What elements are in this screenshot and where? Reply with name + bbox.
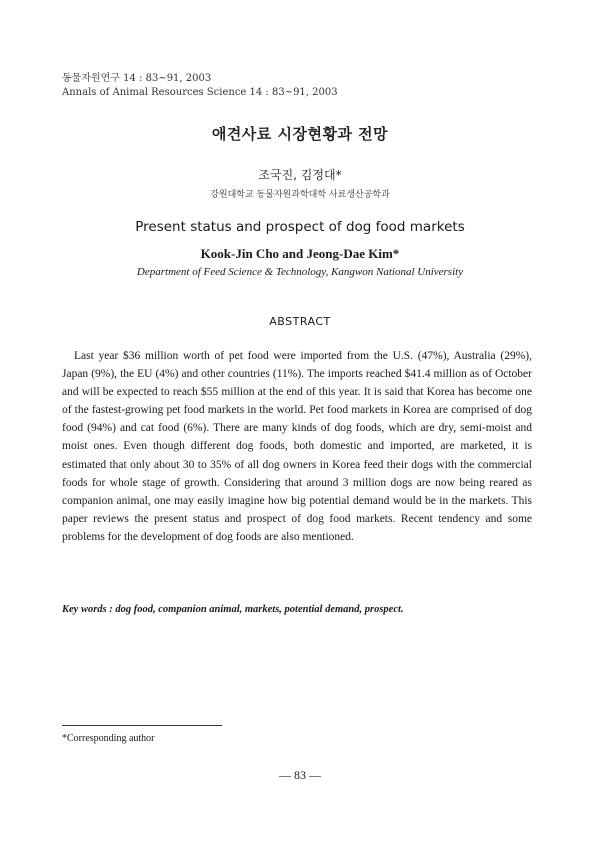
title-korean: 애견사료 시장현황과 전망 (211, 125, 389, 143)
footnote-divider (62, 725, 222, 726)
abstract-heading: ABSTRACT (269, 315, 331, 328)
keywords: Key words : dog food, companion animal, markets, potential demand, prospect. (62, 604, 404, 615)
affiliation-korean: 강원대학교 동물자원과학대학 사료생산공학과 (210, 190, 390, 200)
title-english: Present status and prospect of dog food markets (135, 219, 465, 235)
journal-header (62, 72, 338, 100)
affiliation-english: Department of Feed Science & Technology, Kangwon National University (136, 266, 464, 278)
authors-korean: 조국진, 김정대* (258, 168, 342, 182)
footnote: *Corresponding author (62, 733, 155, 744)
abstract-body: Last year $36 million worth of pet food were imported from the U.S. (47%), Australia (29%), Japan (9%), the EU (4%) and other countries (11%). The imports reached $41.4 million as of October and will be expected to reach $55 million at the end of this year. It is said that Korea has become one of the fastest-growing pet food markets in the world. Pet food markets in Korea are comprised of dog food (94%) and cat food (6%). There are many kinds of dog foods, which are dry, semi-moist and moist ones. Even though different dog foods, both domestic and imported, are marketed, it is estimated that only about 30 to 35% of all dog owners in Korea feed their dogs with the commercial foods for whole stage of growth. Considering that around 3 million dogs are now being reared as companion animal, one may easily imagine how big potential demand would be in the markets. This paper reviews the present status and prospect of dog food markets. Recent tendency and some problems for the development of dog foods are also mentioned. (62, 350, 532, 543)
authors-english: Kook-Jin Cho and Jeong-Dae Kim* (200, 246, 400, 261)
journal-line-english: Annals of Animal Resources Science 14 : 83~91, 2003 (62, 87, 338, 98)
journal-line-korean: 동물자원연구 14 : 83~91, 2003 (62, 73, 212, 84)
page-number: — 83 — (279, 768, 321, 782)
